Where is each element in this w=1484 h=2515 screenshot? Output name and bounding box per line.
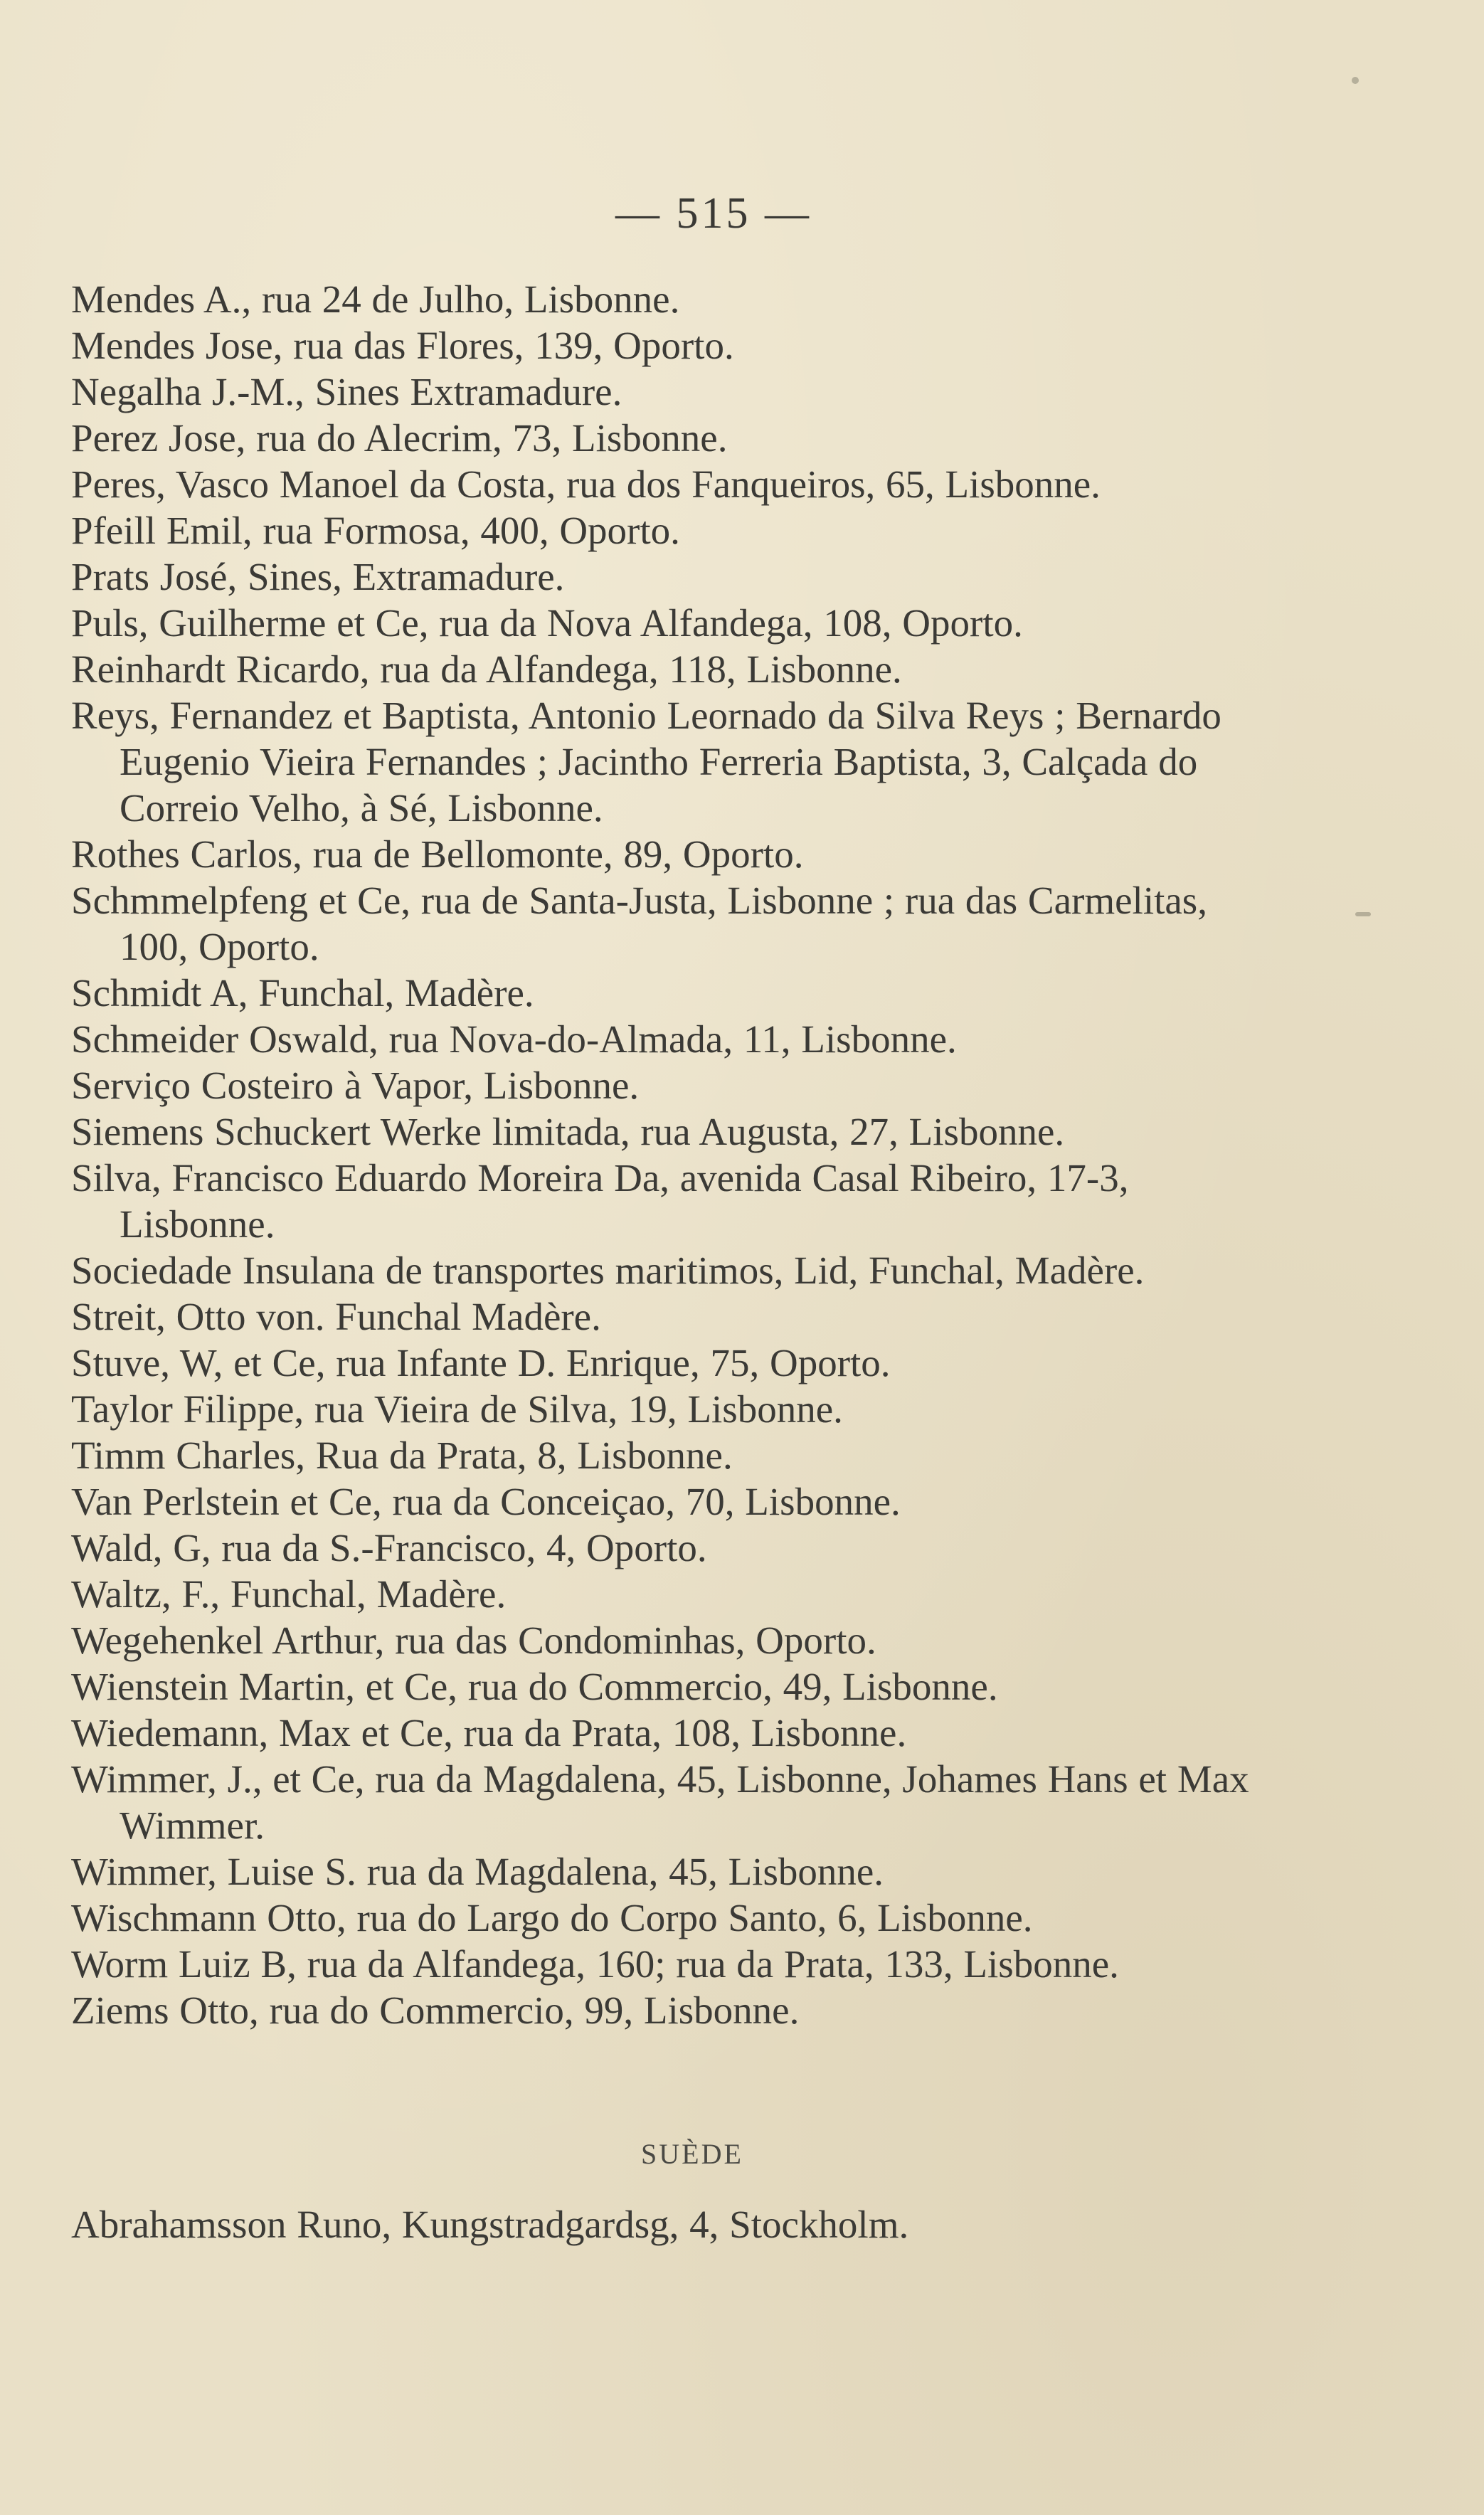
directory-entry [71,1663,1252,1710]
directory-entry [71,1571,1252,1617]
entry-text: Pfeill Emil, rua Formosa, 400, Oporto. [71,509,680,552]
entry-text: Serviço Costeiro à Vapor, Lisbonne. [71,1064,640,1107]
entry-text: Streit, Otto von. Funchal Madère. [71,1295,601,1338]
directory-entry [71,1941,1252,1987]
entry-text: Waltz, F., Funchal, Madère. [71,1572,507,1616]
directory-entry [71,1340,1252,1386]
entry-text: Worm Luiz B, rua da Alfandega, 160; rua da Prata, 133, Lisbonne. [71,1942,1119,1986]
directory-entry [71,877,1252,970]
entry-text: Mendes A., rua 24 de Julho, Lisbonne. [71,277,680,321]
directory-entry [71,276,1252,322]
directory-entry [71,1432,1252,1478]
entry-text: Mendes Jose, rua das Flores, 139, Oporto. [71,324,734,367]
entry-text: Puls, Guilherme et Ce, rua da Nova Alfandega, 108, Oporto. [71,601,1023,645]
entry-text: Wienstein Martin, et Ce, rua do Commercio, 49, Lisbonne. [71,1665,998,1708]
entry-text: Wimmer, J., et Ce, rua da Magdalena, 45, Lisbonne, Johames Hans et Max Wimmer. [71,1757,1249,1847]
section-heading: SUÈDE [641,2138,743,2170]
directory-entry [71,692,1252,831]
entry-text: Wiedemann, Max et Ce, rua da Prata, 108, Lisbonne. [71,1711,907,1754]
entry-text: Reys, Fernandez et Baptista, Antonio Leornado da Silva Reys ; Bernardo Eugenio Vieira Fernandes ; Jacintho Ferreria Baptista, 3, Calçada do Correio Velho, à Sé, Lisbonne. [71,694,1221,830]
directory-entry [71,1062,1252,1108]
entry-text: Abrahamsson Runo, Kungstradgardsg, 4, Stockholm. [71,2203,909,2246]
directory-entry [71,600,1252,646]
entry-text: Ziems Otto, rua do Commercio, 99, Lisbonne. [71,1989,800,2032]
directory-entry [71,461,1252,507]
directory-entry [71,1848,1252,1895]
directory-entry [71,415,1252,461]
entry-text: Stuve, W, et Ce, rua Infante D. Enrique, 75, Oporto. [71,1341,891,1384]
print-blemish [1355,912,1371,916]
entry-text: Prats José, Sines, Extramadure. [71,555,565,598]
entry-text: Silva, Francisco Eduardo Moreira Da, avenida Casal Ribeiro, 17-3, Lisbonne. [71,1156,1129,1246]
directory-list [71,276,1252,2033]
page-number: — 515 — [615,189,812,238]
directory-entry [71,1617,1252,1663]
directory-entry [71,322,1252,369]
print-blemish [1352,77,1359,84]
directory-entry [71,1756,1252,1848]
entry-text: Schmidt A, Funchal, Madère. [71,971,534,1015]
directory-entry [71,2201,1252,2247]
entry-text: Taylor Filippe, rua Vieira de Silva, 19, Lisbonne. [71,1387,843,1431]
directory-entry [71,1016,1252,1062]
directory-entry [71,554,1252,600]
directory-entry [71,507,1252,554]
entry-text: Perez Jose, rua do Alecrim, 73, Lisbonne. [71,416,728,460]
entry-text: Schmeider Oswald, rua Nova-do-Almada, 11, Lisbonne. [71,1017,957,1061]
directory-entry [71,970,1252,1016]
entry-text: Van Perlstein et Ce, rua da Conceiçao, 70, Lisbonne. [71,1480,901,1523]
directory-entry [71,1108,1252,1155]
directory-entry [71,831,1252,877]
entry-text: Siemens Schuckert Werke limitada, rua Augusta, 27, Lisbonne. [71,1110,1065,1153]
entry-text: Timm Charles, Rua da Prata, 8, Lisbonne. [71,1434,733,1477]
entry-text: Negalha J.-M., Sines Extramadure. [71,370,622,413]
entry-text: Rothes Carlos, rua de Bellomonte, 89, Oporto. [71,832,804,876]
directory-entry [71,1155,1252,1247]
entry-text: Wimmer, Luise S. rua da Magdalena, 45, Lisbonne. [71,1850,884,1893]
directory-entry [71,1478,1252,1525]
entry-text: Reinhardt Ricardo, rua da Alfandega, 118, Lisbonne. [71,647,902,691]
entry-text: Wald, G, rua da S.-Francisco, 4, Oporto. [71,1526,707,1569]
entry-text: Sociedade Insulana de transportes maritimos, Lid, Funchal, Madère. [71,1249,1145,1292]
directory-entry [71,646,1252,692]
directory-entry [71,1895,1252,1941]
directory-entry [71,1247,1252,1293]
directory-entry [71,1987,1252,2033]
entry-text: Peres, Vasco Manoel da Costa, rua dos Fanqueiros, 65, Lisbonne. [71,462,1101,506]
directory-entry [71,1525,1252,1571]
directory-entry [71,1710,1252,1756]
entry-text: Wischmann Otto, rua do Largo do Corpo Santo, 6, Lisbonne. [71,1896,1033,1939]
directory-entry [71,1293,1252,1340]
entry-text: Schmmelpfeng et Ce, rua de Santa-Justa, Lisbonne ; rua das Carmelitas, 100, Oporto. [71,879,1207,968]
directory-entry [71,1386,1252,1432]
entry-text: Wegehenkel Arthur, rua das Condominhas, Oporto. [71,1619,876,1662]
sweden-list [71,2201,1252,2247]
directory-entry [71,369,1252,415]
